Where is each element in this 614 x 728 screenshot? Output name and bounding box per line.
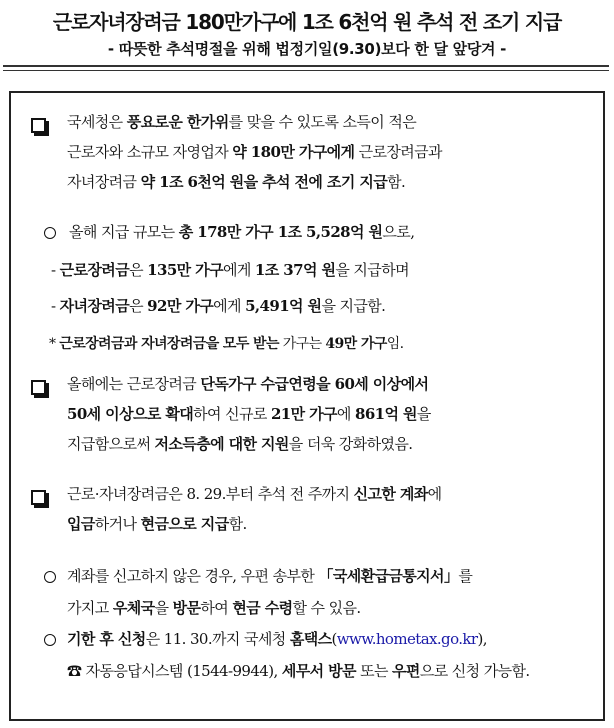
ctc-line <box>51 291 385 321</box>
body-text: 를 <box>458 567 473 585</box>
body-text: 임. <box>386 336 404 352</box>
body-text: 으로 신청 가능함. <box>419 662 530 680</box>
body-text: 에 <box>427 485 442 503</box>
emphasis-text: 신고한 계좌 <box>353 485 428 503</box>
emphasis-text: 세무서 방문 <box>281 662 356 680</box>
circle-bullet-icon <box>44 634 56 646</box>
body-text: 지급함으로써 <box>67 435 155 453</box>
emphasis-text: 현금으로 지급 <box>140 515 229 533</box>
body-text: ☎ 자동응답시스템 (1544-9944), <box>67 662 282 680</box>
paragraph-line <box>67 107 607 137</box>
body-text: 근로자와 소규모 자영업자 <box>67 143 233 161</box>
checkbox-bullet-icon <box>31 380 46 395</box>
late-application-line-1 <box>67 624 487 654</box>
body-text: 에 <box>336 405 355 423</box>
body-text: 계좌를 신고하지 않은 경우, 우편 송부한 <box>67 567 319 585</box>
late-application-line-2 <box>67 656 530 686</box>
body-text: 근로장려금과 <box>354 143 442 161</box>
paragraph-line <box>67 429 607 459</box>
body-text: - <box>51 261 60 279</box>
emphasis-text: 21만 가구 <box>270 405 337 423</box>
body-text: 하여 <box>200 599 233 617</box>
eitc-line <box>51 255 409 285</box>
emphasis-text: 방문 <box>172 599 201 617</box>
body-text: 하여 신규로 <box>193 405 271 423</box>
emphasis-text: 입금 <box>67 515 95 533</box>
body-text: 국세청은 <box>67 113 127 131</box>
emphasis-text: 92만 가구 <box>147 297 214 315</box>
body-text: 가구는 <box>278 336 326 352</box>
note-line <box>49 329 403 359</box>
nonregistered-line-1 <box>67 561 472 591</box>
header-rule-bottom <box>3 70 609 71</box>
body-text: 은 <box>129 261 148 279</box>
page-title: 근로자녀장려금 180만가구에 1조 6천억 원 추석 전 조기 지급 <box>52 10 562 34</box>
nonregistered-line-2 <box>67 593 361 623</box>
body-text: 을 더욱 강화하였음. <box>288 435 413 453</box>
checkbox-bullet-icon <box>31 118 46 133</box>
body-text: 으로, <box>382 223 415 241</box>
body-text: 을 지급하며 <box>335 261 409 279</box>
emphasis-text: 현금 수령 <box>232 599 293 617</box>
section-paragraph <box>67 369 607 459</box>
body-text: 올해에는 근로장려금 <box>67 375 201 393</box>
body-text: 은 <box>129 297 148 315</box>
header-rule-top <box>3 65 609 67</box>
body-text: 자녀장려금 <box>67 173 141 191</box>
body-text: 올해 지급 규모는 <box>69 223 179 241</box>
section-paragraph <box>67 479 607 539</box>
paragraph-line <box>67 369 607 399</box>
body-text: 을 지급함. <box>321 297 386 315</box>
emphasis-text: 홈택스 <box>289 630 332 648</box>
body-text: 함. <box>387 173 406 191</box>
emphasis-text: 49만 가구 <box>325 336 387 352</box>
paragraph-line <box>67 167 607 197</box>
total-amount-line <box>69 217 414 247</box>
emphasis-text: 1조 37억 원 <box>254 261 336 279</box>
hometax-link[interactable]: www.hometax.go.kr <box>336 630 478 648</box>
paragraph-line <box>67 137 607 167</box>
body-text: 에게 <box>222 261 255 279</box>
body-text: 근로·자녀장려금은 8. 29.부터 추석 전 주까지 <box>67 485 354 503</box>
body-text: - <box>51 297 60 315</box>
circle-bullet-icon <box>44 571 56 583</box>
content-box <box>9 91 605 721</box>
emphasis-text: 우체국 <box>112 599 155 617</box>
paragraph-line <box>67 479 607 509</box>
emphasis-text: 861억 원 <box>354 405 417 423</box>
paragraph-line <box>67 509 607 539</box>
emphasis-text: 근로장려금 <box>59 261 130 279</box>
emphasis-text: 단독가구 수급연령을 60세 이상에서 <box>200 375 429 393</box>
page-subtitle: - 따뜻한 추석명절을 위해 법정기일(9.30)보다 한 달 앞당겨 - <box>107 40 507 58</box>
body-text: 함. <box>228 515 247 533</box>
body-text: 하거나 <box>94 515 141 533</box>
body-text: 에게 <box>213 297 246 315</box>
emphasis-text: 약 1조 6천억 원을 추석 전에 조기 지급 <box>140 173 388 191</box>
body-text: 을 <box>154 599 173 617</box>
body-text: 가지고 <box>67 599 113 617</box>
emphasis-text: 「국세환급금통지서」 <box>318 567 459 585</box>
body-text: 은 11. 30.까지 국세청 <box>145 630 290 648</box>
body-text: 을 <box>416 405 431 423</box>
emphasis-text: 근로장려금과 자녀장려금을 모두 받는 <box>59 336 279 352</box>
circle-bullet-icon <box>44 227 56 239</box>
paragraph-line <box>67 399 607 429</box>
emphasis-text: 자녀장려금 <box>59 297 130 315</box>
emphasis-text: 총 178만 가구 1조 5,528억 원 <box>178 223 383 241</box>
emphasis-text: 5,491억 원 <box>245 297 322 315</box>
body-text: ( <box>331 630 337 648</box>
body-text: 를 맞을 수 있도록 소득이 적은 <box>228 113 417 131</box>
emphasis-text: 135만 가구 <box>147 261 223 279</box>
emphasis-text: 저소득층에 대한 지원 <box>154 435 289 453</box>
emphasis-text: 풍요로운 한가위 <box>126 113 229 131</box>
section-paragraph <box>67 107 607 197</box>
emphasis-text: 50세 이상으로 확대 <box>67 405 194 423</box>
emphasis-text: 기한 후 신청 <box>67 630 146 648</box>
emphasis-text: 약 180만 가구에게 <box>232 143 355 161</box>
body-text: ), <box>477 630 487 648</box>
body-text: 할 수 있음. <box>292 599 361 617</box>
body-text: * <box>49 336 60 352</box>
body-text: 또는 <box>355 662 393 680</box>
checkbox-bullet-icon <box>31 490 46 505</box>
emphasis-text: 우편 <box>392 662 420 680</box>
